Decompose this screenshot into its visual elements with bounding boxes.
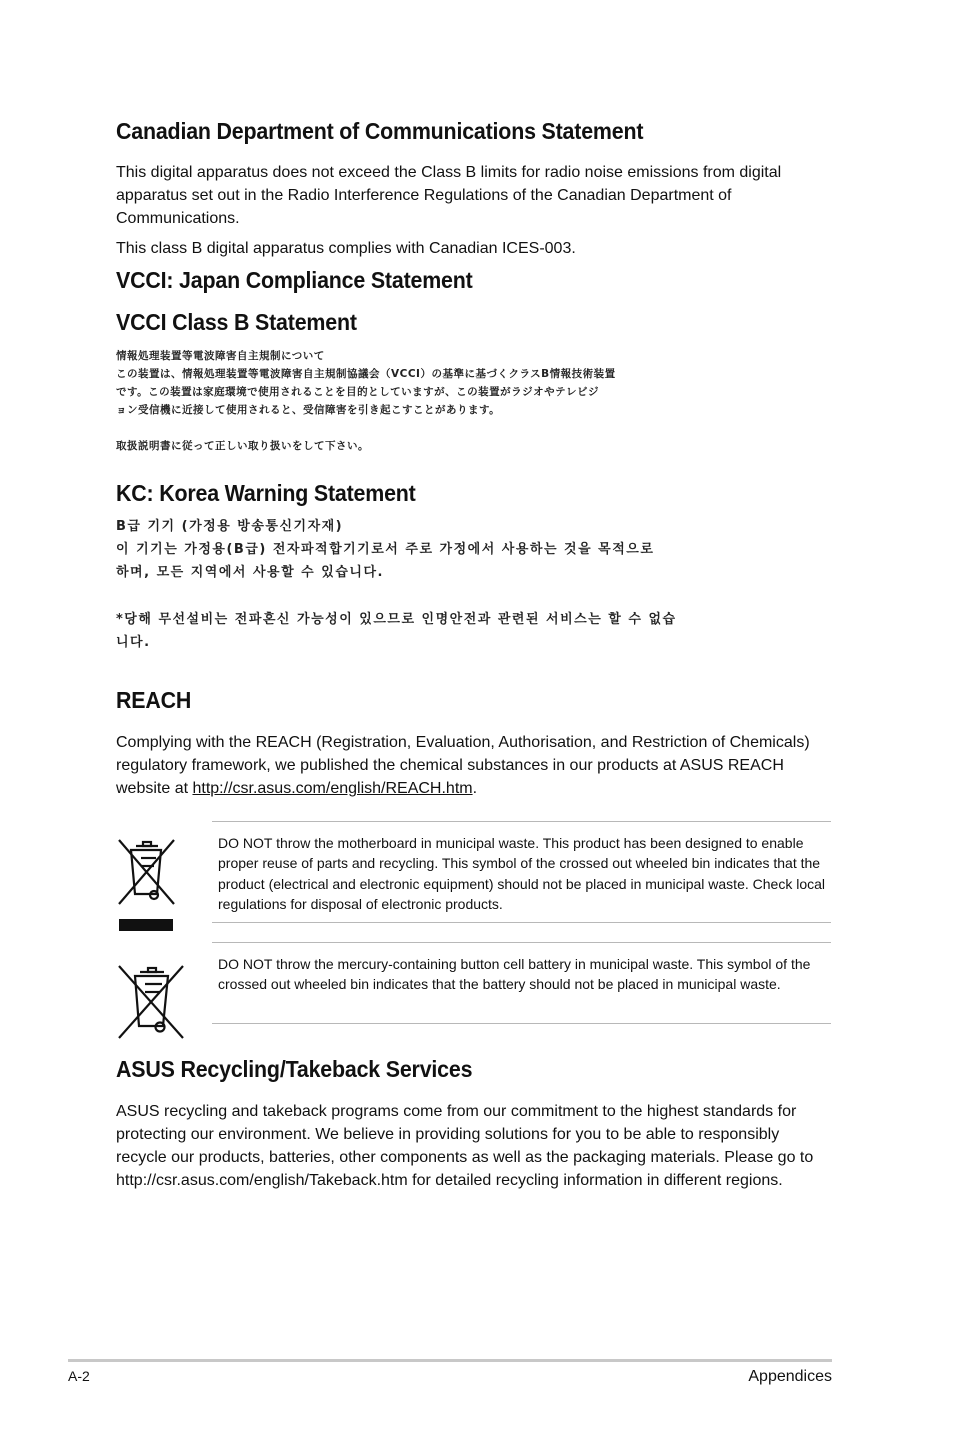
weee-bin-icon [116,836,176,939]
motherboard-disposal-note [212,821,831,923]
canadian-heading: Canadian Department of Communications Statement [116,118,644,144]
battery-bin-icon [116,962,186,1047]
kc-line: *당해 무선설비는 전파혼신 가능성이 있으므로 인명안전과 관련된 서비스는 할 수 없습 [116,612,677,627]
reach-text: Complying with the REACH (Registration, Evaluation, Authorisation, and Restriction of Chemicals) regulatory framework, we published the chemical substances in our products at ASUS REACH website at [116,734,810,797]
battery-disposal-note [212,942,831,1024]
reach-heading: REACH [116,687,192,713]
reach-link[interactable]: http://csr.asus.com/english/REACH.htm [192,780,473,797]
recycling-paragraph: ASUS recycling and takeback programs come from our commitment to the highest standards for protecting our environment. We believe in providing solutions for you to be able to responsibly recycle our products, batteries, other components as well as the packaging materials. Please go to http://csr.asus.com/english/Takeback.htm for detailed recycling information in different regions. [116,1103,814,1189]
recycling-heading: ASUS Recycling/Takeback Services [116,1056,473,1082]
kc-line: 하며, 모든 지역에서 사용할 수 있습니다. [116,565,384,580]
vcci-heading: VCCI: Japan Compliance Statement [116,267,473,293]
vcci-line: 情報処理装置等電波障害自主規制について [116,350,325,362]
vcci-line: この装置は、情報処理装置等電波障害自主規制協議会（VCCI）の基準に基づくクラスB情報技術装置 [116,368,616,380]
footer-section-name: Appendices [748,1368,832,1385]
vcci-line: です。この装置は家庭環境で使用されることを目的としていますが、この装置がラジオやテレビジ [116,386,599,398]
vcci-class-b-heading: VCCI Class B Statement [116,309,357,335]
kc-line: B급 기기 (가정용 방송통신기자재) [116,519,344,534]
vcci-line: 取扱説明書に従って正しい取り扱いをして下さい。 [116,440,369,452]
kc-heading: KC: Korea Warning Statement [116,480,416,506]
vcci-statement-block [116,347,716,455]
reach-paragraph [116,731,828,800]
footer-divider [68,1359,832,1362]
reach-text-end: . [472,780,478,797]
canadian-paragraph-2: This class B digital apparatus complies with Canadian ICES-003. [116,240,576,257]
battery-disposal-text: DO NOT throw the mercury-containing button cell battery in municipal waste. This symbol of the crossed out wheeled bin indicates that the battery should not be placed in municipal waste. [218,956,811,993]
page-number: A-2 [68,1368,90,1384]
kc-line: 니다. [116,635,151,650]
motherboard-disposal-text: DO NOT throw the motherboard in municipal waste. This product has been designed to enable proper reuse of parts and recycling. This symbol of the crossed out wheeled bin indicates that the product (electrical and electronic equipment) should not be placed in municipal waste. Check local regulations for disposal of electronic products. [218,835,825,912]
kc-line: 이 기기는 가정용(B급) 전자파적합기기로서 주로 가정에서 사용하는 것을 목적으로 [116,542,655,557]
canadian-paragraph-1: This digital apparatus does not exceed the Class B limits for radio noise emissions from digital apparatus set out in the Radio Interference Regulations of the Canadian Department of Communications. [116,164,782,227]
vcci-line: ョン受信機に近接して使用されると、受信障害を引き起こすことがあります。 [116,404,501,416]
kc-statement-block [116,515,820,654]
